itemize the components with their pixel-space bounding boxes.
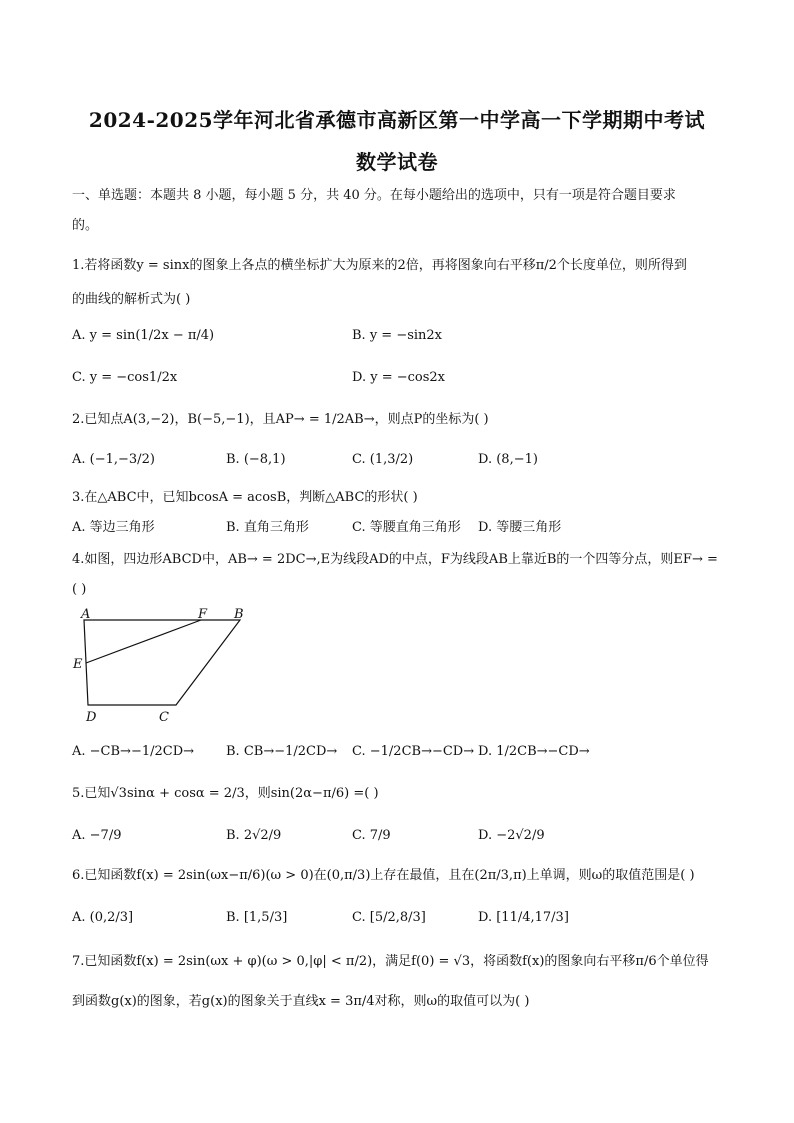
q3-option-c[interactable]: C. 等腰直角三角形 xyxy=(352,520,461,535)
q1-option-a[interactable]: A. y = sin(1/2x − π/4) xyxy=(72,328,215,343)
q3-stem: 3.在△ABC中，已知bcosA = acosB，判断△ABC的形状( ) xyxy=(72,490,418,505)
exam-title: 2024-2025学年河北省承德市高新区第一中学高一下学期期中考试 xyxy=(88,108,706,132)
q3-option-a[interactable]: A. 等边三角形 xyxy=(72,520,155,535)
quadrilateral-outline xyxy=(84,620,240,705)
label-d: D xyxy=(86,710,97,725)
quadrilateral-figure xyxy=(70,608,250,728)
q5-option-b[interactable]: B. 2√2/9 xyxy=(226,828,282,843)
q3-option-d[interactable]: D. 等腰三角形 xyxy=(478,520,562,535)
q4-option-c[interactable]: C. −1/2CB→−CD→ xyxy=(352,744,475,759)
label-c: C xyxy=(159,710,169,725)
q3-option-b[interactable]: B. 直角三角形 xyxy=(226,520,309,535)
q5-stem: 5.已知√3sinα + cosα = 2/3，则sin(2α−π/6) =( ) xyxy=(72,786,379,801)
q4-option-a[interactable]: A. −CB→−1/2CD→ xyxy=(72,744,195,759)
section-instructions-line1: 一、单选题：本题共 8 小题，每小题 5 分，共 40 分。在每小题给出的选项中，只有一项是符合题目要求 xyxy=(72,188,676,203)
label-e: E xyxy=(73,657,83,672)
q4-option-d[interactable]: D. 1/2CB→−CD→ xyxy=(478,744,590,759)
q2-option-a[interactable]: A. (−1,−3/2) xyxy=(72,452,155,467)
q5-option-d[interactable]: D. −2√2/9 xyxy=(478,828,545,843)
q5-option-a[interactable]: A. −7/9 xyxy=(72,828,122,843)
q5-option-c[interactable]: C. 7/9 xyxy=(352,828,391,843)
q6-option-d[interactable]: D. [11/4,17/3] xyxy=(478,910,569,925)
q2-stem: 2.已知点A(3,−2)，B(−5,−1)，且AP→ = 1/2AB→，则点P的坐标为( ) xyxy=(72,412,489,427)
q1-option-c[interactable]: C. y = −cos1/2x xyxy=(72,370,178,385)
q7-stem-line2: 到函数g(x)的图象，若g(x)的图象关于直线x = 3π/4对称，则ω的取值可以为( ) xyxy=(72,994,530,1009)
exam-subtitle: 数学试卷 xyxy=(356,150,438,174)
label-b: B xyxy=(234,608,244,622)
q1-option-b[interactable]: B. y = −sin2x xyxy=(352,328,443,343)
q1-stem-line1: 1.若将函数y = sinx的图象上各点的横坐标扩大为原来的2倍，再将图象向右平移π/2个长度单位，则所得到 xyxy=(72,258,687,273)
q4-stem-line1: 4.如图，四边形ABCD中，AB→ = 2DC→,E为线段AD的中点，F为线段AB上靠近B的一个四等分点，则EF→ = xyxy=(72,552,718,567)
q2-option-d[interactable]: D. (8,−1) xyxy=(478,452,538,467)
q2-option-c[interactable]: C. (1,3/2) xyxy=(352,452,414,467)
q1-stem-line2: 的曲线的解析式为( ) xyxy=(72,292,191,307)
q6-option-a[interactable]: A. (0,2/3] xyxy=(72,910,134,925)
q6-option-c[interactable]: C. [5/2,8/3] xyxy=(352,910,426,925)
label-f: F xyxy=(198,608,208,622)
segment-ef xyxy=(86,620,201,663)
q7-stem-line1: 7.已知函数f(x) = 2sin(ωx + φ)(ω > 0,|φ| < π/2)，满足f(0) = √3，将函数f(x)的图象向右平移π/6个单位得 xyxy=(72,954,709,969)
q4-stem-line2: ( ) xyxy=(72,582,87,597)
label-a: A xyxy=(81,608,91,622)
q6-option-b[interactable]: B. [1,5/3] xyxy=(226,910,288,925)
q2-option-b[interactable]: B. (−8,1) xyxy=(226,452,286,467)
q6-stem: 6.已知函数f(x) = 2sin(ωx−π/6)(ω > 0)在(0,π/3)上存在最值，且在(2π/3,π)上单调，则ω的取值范围是( ) xyxy=(72,868,695,883)
q4-option-b[interactable]: B. CB→−1/2CD→ xyxy=(226,744,338,759)
section-instructions-line2: 的。 xyxy=(72,218,99,233)
q1-option-d[interactable]: D. y = −cos2x xyxy=(352,370,445,385)
